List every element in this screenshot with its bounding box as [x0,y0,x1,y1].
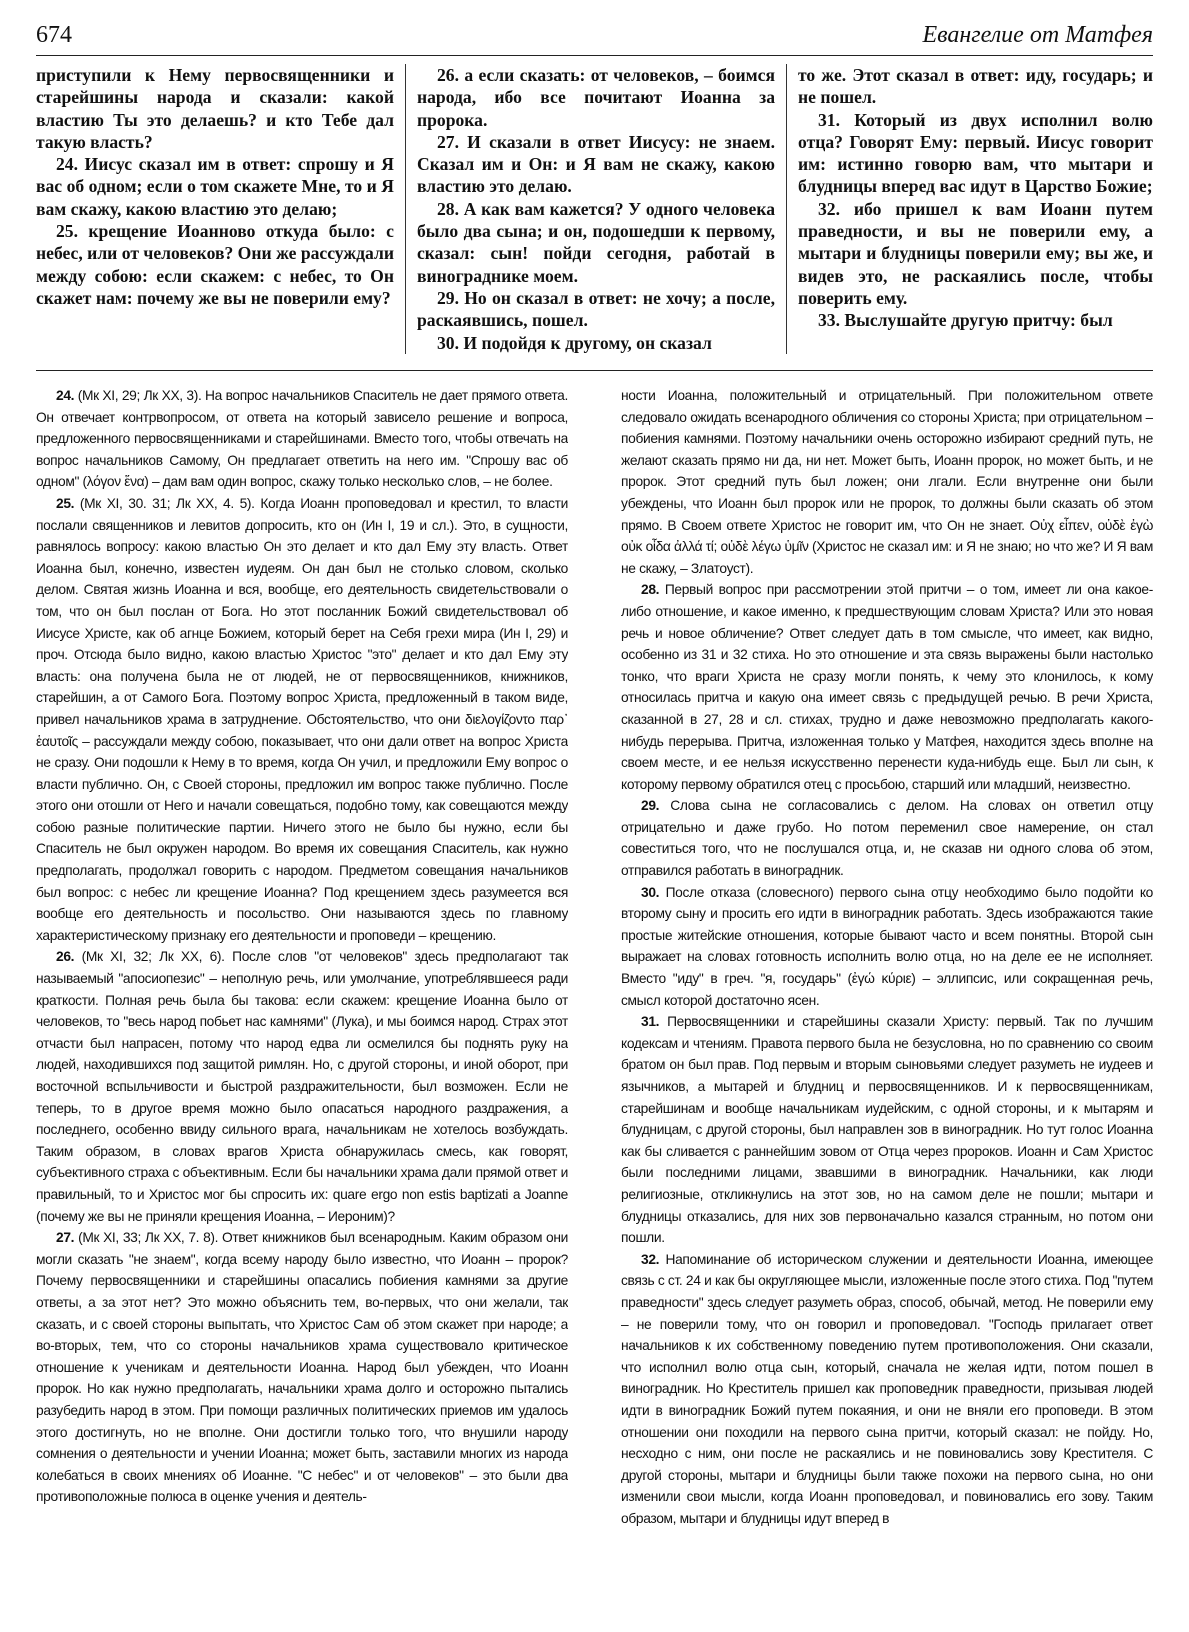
commentary-column-left [36,385,568,1620]
commentary-column-right [621,385,1153,1620]
header-rule [36,55,1153,56]
commentary-paragraph [621,795,1153,881]
commentary-paragraph [621,385,1153,579]
verse-paragraph: приступили к Нему первосвященники и старейшины народа и сказали: какой властию Ты это делаешь? и кто Тебе дал такую власть? [36,65,394,152]
verse-paragraph: 32. ибо пришел к вам Иоанн путем праведности, и вы не поверили ему, а мытари и блудницы поверили ему; вы же, и видев это, не раскаялись после, чтобы поверить ему. [798,198,1153,308]
page-header [36,18,1153,52]
page-number: 674 [36,22,72,48]
verse-number: 27. [56,1230,75,1246]
commentary-separator [36,370,1153,371]
column-divider [786,64,787,354]
verse-paragraph: 28. А как вам кажется? У одного человека было два сына; и он, подошедши к первому, сказал: сын! пойди сегодня, работай в винограднике моем. [417,198,775,286]
verse-number: 28. [641,582,660,598]
verse-number: 32. [641,1251,660,1267]
commentary-text: После отказа (словесного) первого сына отцу необходимо было подойти ко второму сыну и просить его идти в виноградник работать. Здесь изображаются такие простые житейские отношения, которые бывают часто и всем понятны. Второй сын выражает на словах готовность исполнить волю отца, но на деле ее не исполняет. Вместо "иду" в греч. "я, государь" (ἐγώ κύριε) – эллипсис, или сокращенная речь, смысл которой достаточно ясен. [621,884,1153,1008]
verse-paragraph: 26. а если сказать: от человеков, – боимся народа, ибо все почитают Иоанна за пророка. [417,65,775,130]
verse-number: 30. [641,884,660,900]
verse-paragraph: 25. крещение Иоанново откуда было: с небес, или от человеков? Они же рассуждали между собою: если скажем: с небес, то Он скажет нам: почему же вы не поверили ему? [36,221,394,308]
commentary-paragraph [36,385,568,493]
verse-paragraph: 24. Иисус сказал им в ответ: спрошу и Я вас об одном; если о том скажете Мне, то и Я вам скажу, какою властию это делаю; [36,154,394,219]
commentary-text: (Мк XI, 30. 31; Лк XX, 4. 5). Когда Иоанн проповедовал и крестил, то власти послали священников и левитов допросить, кто он (Ин I, 19 и сл.). Это, в сущности, равнялось вопросу: какою властью Он это делает и кто дал Ему эту власть. Ответ Иоанна был, конечно, известен иудеям. Он дан был не столько словом, сколько делом. Святая жизнь Иоанна и вся, вообще, его деятельность свидетельствовали о том, что он был послан от Бога. Но этот посланник Божий свидетельствовал об Иисусе Христе, как об агнце Божием, который берет на Себя грехи мира (Ин I, 29) и проч. Отсюда было видно, какою властью Христос "это" делает и кто дал Ему эту власть: она получена была не от людей, не от первосвященников, книжников, старейшин, а от Самого Бога. Поэтому вопрос Христа, предложенный в таком виде, привел начальников храма в затруднение. Обстоятельство, что они διελογίζοντο παρ᾽ ἑαυτοῖς – рассуждали между собою, показывает, что они дали ответ на вопрос Христа не сразу. Они подошли к Нему в то время, когда Он учил, и предложили Ему вопрос о власти публично. Он, с Своей стороны, предложил им вопрос также публично. После этого они отошли от Него и начали совещаться, подобно тому, как совещаются между собою разные политические партии. Ничего этого не было бы нужно, если бы Спаситель не был окружен народом. Во время их совещания Спаситель, как нужно предполагать, продолжал говорить с народом. Предметом совещания начальников был вопрос: с небес ли крещение Иоанна? Под крещением здесь разумеется вся вообще его деятельность и посольство. Они называются здесь по главному характеристическому признаку его деятельности и проповеди – крещению. [36,495,568,943]
gospel-column-3 [798,64,1153,362]
verse-number: 25. [56,495,75,511]
gospel-column-1 [36,64,394,362]
commentary-text: Первосвященники и старейшины сказали Христу: первый. Так по лучшим кодексам и чтениям. Правота первого была не безусловна, но по сравнению со своим братом он был прав. Под первым и вторым сыновьями следует разуметь не иудеев и язычников, а мытарей и блудниц и первосвященников. И к первосвященникам, старейшинам и вообще начальникам иудейским, с одной стороны, и к мытарям и блудницам, с другой стороны, был направлен зов в виноградник. Но тут голос Иоанна как бы сливается с раннейшим зовом от Отца через пророков. Иоанн и Сам Христос были последними лицами, звавшими в виноградник. Начальники, как люди религиозные, откликнулись на этот зов, но на самом деле не пошли; мытари и блудницы отказались, для них зов первоначально казался странным, но потом они пошли. [621,1014,1153,1246]
verse-paragraph: то же. Этот сказал в ответ: иду, государь; и не пошел. [798,65,1153,108]
commentary-text: Первый вопрос при рассмотрении этой притчи – о том, имеет ли она какое-либо отношение, и какое именно, к предшествующим словам Христа? Или это новая речь и новое обличение? Ответ следует дать в том смысле, что имеет, как видно, особенно из 31 и 32 стиха. Но это отношение и эта связь выражены были настолько тонко, что враги Христа не сразу могли понять, к чему это клонилось, к кому относилась притча и какую она имеет связь с предыдущей речью. В речи Христа, сказанной в 27, 28 и сл. стихах, трудно и даже невозможно предполагать какого-нибудь перерыва. Притча, изложенная только у Матфея, находится здесь вполне на своем месте, и ее нельзя искусственно перенести куда-нибудь еще. Был ли сын, к которому первому обратился отец с просьбою, старший или младший, неизвестно. [621,582,1153,792]
commentary-text: ности Иоанна, положительный и отрицательный. При положительном ответе следовало ожидать всенародного обличения со стороны Христа; при отрицательном – побиения камнями. Поэтому начальники очень осторожно избирают средний путь, не желают сказать прямо ни да, ни нет. Может быть, Иоанн пророк, но может быть, и не пророк. Этот средний путь был ложен; они лгали. Если внутренне они были убеждены, что Иоанн был пророк или не пророк, то должны были сказать об этом прямо. В Своем ответе Христос не говорит им, что Он не знает. Οὐχ εἶπεν, οὐδὲ ἐγὼ οὐκ οἶδα ἀλλά τί; οὐδὲ λέγω ὑμῖν (Христос не сказал им: и Я не знаю; но что же? И Я вам не скажу, – Златоуст). [621,388,1153,576]
verse-paragraph: 31. Который из двух исполнил волю отца? Говорят Ему: первый. Иисус говорит им: истинно говорю вам, что мытари и блудницы вперед вас идут в Царство Божие; [798,109,1153,197]
commentary-text: (Мк XI, 29; Лк XX, 3). На вопрос начальников Спаситель не дает прямого ответа. Он отвечает контрвопросом, от ответа на который зависело решение и вопроса, предложенного первосвященниками и старейшинами. Вместо того, чтобы отвечать на вопрос начальников Самому, Он предлагает ответить на него им. "Спрошу вас об одном" (λόγον ἕνα) – дам вам один вопрос, скажу только несколько слов, – не более. [36,388,568,490]
commentary-paragraph [621,882,1153,1012]
verse-paragraph: 30. И подойдя к другому, он сказал [437,332,712,353]
column-divider [405,64,406,354]
verse-number: 29. [641,798,660,814]
commentary-paragraph [36,493,568,946]
commentary-paragraph [621,579,1153,795]
commentary-paragraph [621,1249,1153,1530]
commentary-paragraph [36,1227,568,1508]
verse-paragraph: 29. Но он сказал в ответ: не хочу; а после, раскаявшись, пошел. [417,287,775,331]
verse-number: 31. [641,1014,660,1030]
gospel-text [36,64,1153,362]
verse-paragraph: 33. Выслушайте другую притчу: был [818,310,1113,331]
commentary-text: Слова сына не согласовались с делом. На словах он ответил отцу отрицательно и даже грубо. Но потом переменил свое намерение, он стал совеститься того, что не послушался отца, и, не сказав ни одного слова об этом, отправился работать в виноградник. [621,798,1153,879]
commentary-paragraph [36,946,568,1227]
commentary-text: (Мк XI, 32; Лк XX, 6). После слов "от человеков" здесь предполагают так называемый "апосиопезис" – неполную речь, или умолчание, употреблявшееся ради краткости. Полная речь была бы такова: если скажем: крещение Иоанна было от человеков, то "весь народ побьет нас камнями" (Лука), и мы боимся народ. Страх этот отчасти был напрасен, потому что народ едва ли осмелился бы поднять руку на людей, находившихся под защитой римлян. Но, с другой стороны, и иной оборот, при восточной вспыльчивости и быстрой раздражительности, был возможен. Если не теперь, то в другое время можно было опасаться народного раздражения, а последнего, особенно ввиду сильного врага, начальникам не хотелось возбуждать. Таким образом, в словах врагов Христа обнаружилась смесь, как говорят, субъективного страха с объективным. Если бы начальники храма дали прямой ответ и правильный, то и Христос мог бы спросить их: quare ergo non estis baptizati a Joanne (почему же вы не приняли крещения Иоанна, – Иероним)? [36,949,568,1224]
running-title: Евангелие от Матфея [922,22,1153,48]
commentary [36,385,1153,1620]
verse-number: 24. [56,388,75,403]
verse-paragraph: 27. И сказали в ответ Иисусу: не знаем. Сказал им и Он: и Я вам не скажу, какою властию это делаю. [417,131,775,197]
commentary-paragraph [621,1011,1153,1249]
gospel-column-2 [417,64,775,362]
verse-number: 26. [56,949,75,965]
commentary-text: (Мк XI, 33; Лк XX, 7. 8). Ответ книжников был всенародным. Каким образом они могли сказать "не знаем", когда всему народу было известно, что Иоанн – пророк? Почему первосвященники и старейшины опасались побиения камнями за другие ответы, а за этот нет? Это можно объяснить тем, во-первых, что они желали, так сказать, и с своей стороны выпытать, что Христос Сам об этом скажет при народе; а во-вторых, тем, что со стороны начальников храма существовало критическое отношение к ученикам и деятельности Иоанна. Народ был убежден, что Иоанн пророк. Но как нужно предполагать, начальники храма долго и осторожно пытались разубедить народ в этом. При помощи различных политических приемов им удалось этого достигнуть, но не вполне. Они достигли только того, что внушили народу сомнения о деятельности и учении Иоанна; может быть, заставили многих из народа колебаться в своих мнениях об Иоанне. "С небес" и от человеков" – это были два противоположные полюса в оценке учения и деятель- [36,1230,568,1505]
commentary-text: Напоминание об историческом служении и деятельности Иоанна, имеющее связь с ст. 24 и как бы округляющее мысли, изложенные после этого стиха. Под "путем праведности" здесь следует разуметь образ, способ, обычай, метод. Не поверили ему – не поверили тому, что он говорил и проповедовал. "Господь прилагает ответ начальников к их собственному поведению путем противоположения. Они сказали, что исполнил волю отца сын, который, сначала не желая идти, потом пошел в виноградник. Но Креститель пришел как проповедник праведности, призывая людей идти в виноградник Божий путем покаяния, и они не вняли его проповеди. В этом отношении они походили на первого сына притчи, который сказал: не пойду. Но, несходно с ним, они после не раскаялись и не повиновались зову Крестителя. С другой стороны, мытари и блудницы были также похожи на первого сына, но они изменили свои мысли, когда Иоанн проповедовал, и повиновались его зову. Таким образом, мытари и блудницы идут вперед в [621,1251,1153,1526]
